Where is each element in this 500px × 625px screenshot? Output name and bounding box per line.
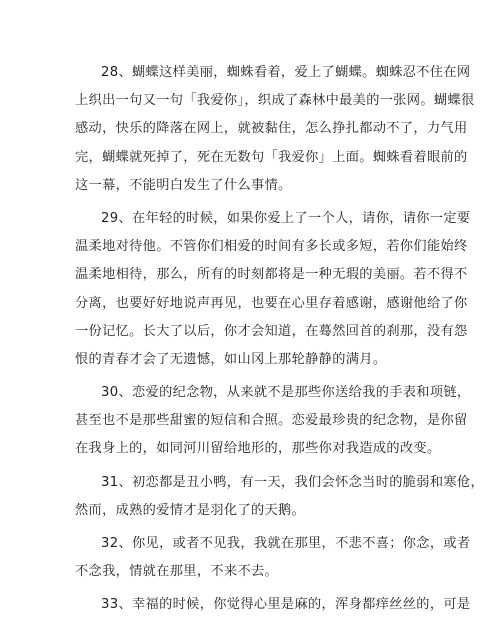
paragraph-29 xyxy=(75,205,471,374)
text-line: 恨的青春才会了无遗憾，如山冈上那轮静静的满月。 xyxy=(75,351,387,367)
text-line: 33、幸福的时候，你觉得心里是麻的，浑身都痒丝丝的，可是 xyxy=(101,597,471,613)
paragraph-28 xyxy=(75,59,475,200)
text-line: 温柔地对待他。不管你们相爱的时间有多长或多短，若你们能始终 xyxy=(75,239,468,255)
text-line: 分离，也要好好地说声再见，也要在心里存着感谢，感谢他给了你 xyxy=(75,295,468,311)
text-line: 一份记忆。长大了以后，你才会知道，在蓦然回首的刹那，没有怨 xyxy=(75,323,468,339)
text-line: 上织出一句又一句「我爱你」，织成了森林中最美的一张网。蝴蝶很 xyxy=(75,93,475,109)
text-line: 甚至也不是那些甜蜜的短信和合照。恋爱最珍贵的纪念物，是你留 xyxy=(75,413,468,429)
paragraph-30 xyxy=(75,379,471,464)
text-line: 29、在年轻的时候，如果你爱上了一个人，请你，请你一定要 xyxy=(101,210,471,226)
paragraph-32 xyxy=(75,530,471,586)
text-line: 28、蝴蝶这样美丽，蜘蛛看着，爱上了蝴蝶。蜘蛛忍不住在网 xyxy=(101,65,471,80)
text-line: 在我身上的，如同河川留给地形的，那些你对我造成的改变。 xyxy=(75,441,441,457)
text-line: 32、你见，或者不见我，我就在那里，不悲不喜；你念，或者 xyxy=(101,536,471,551)
text-line: 然而，成熟的爱情才是羽化了的天鹅。 xyxy=(75,502,306,518)
text-line: 完，蝴蝶就死掉了，死在无数句「我爱你」上面。蜘蛛看着眼前的 xyxy=(75,149,468,165)
paragraph-33 xyxy=(75,591,471,619)
paragraph-31 xyxy=(75,469,484,525)
text-line: 这一幕，不能明白发生了什么事情。 xyxy=(75,177,292,193)
text-line: 30、恋爱的纪念物，从来就不是那些你送给我的手表和项链， xyxy=(101,385,471,401)
text-line: 不念我，情就在那里，不来不去。 xyxy=(75,564,279,580)
text-line: 温柔地相待，那么，所有的时刻都将是一种无瑕的美丽。若不得不 xyxy=(75,267,468,283)
text-line: 31、初恋都是丑小鸭，有一天，我们会怀念当时的脆弱和寒伧， xyxy=(101,474,484,490)
text-line: 感动，快乐的降落在网上，就被黏住，怎么挣扎都动不了，力气用 xyxy=(75,121,468,137)
document-body xyxy=(75,59,484,625)
